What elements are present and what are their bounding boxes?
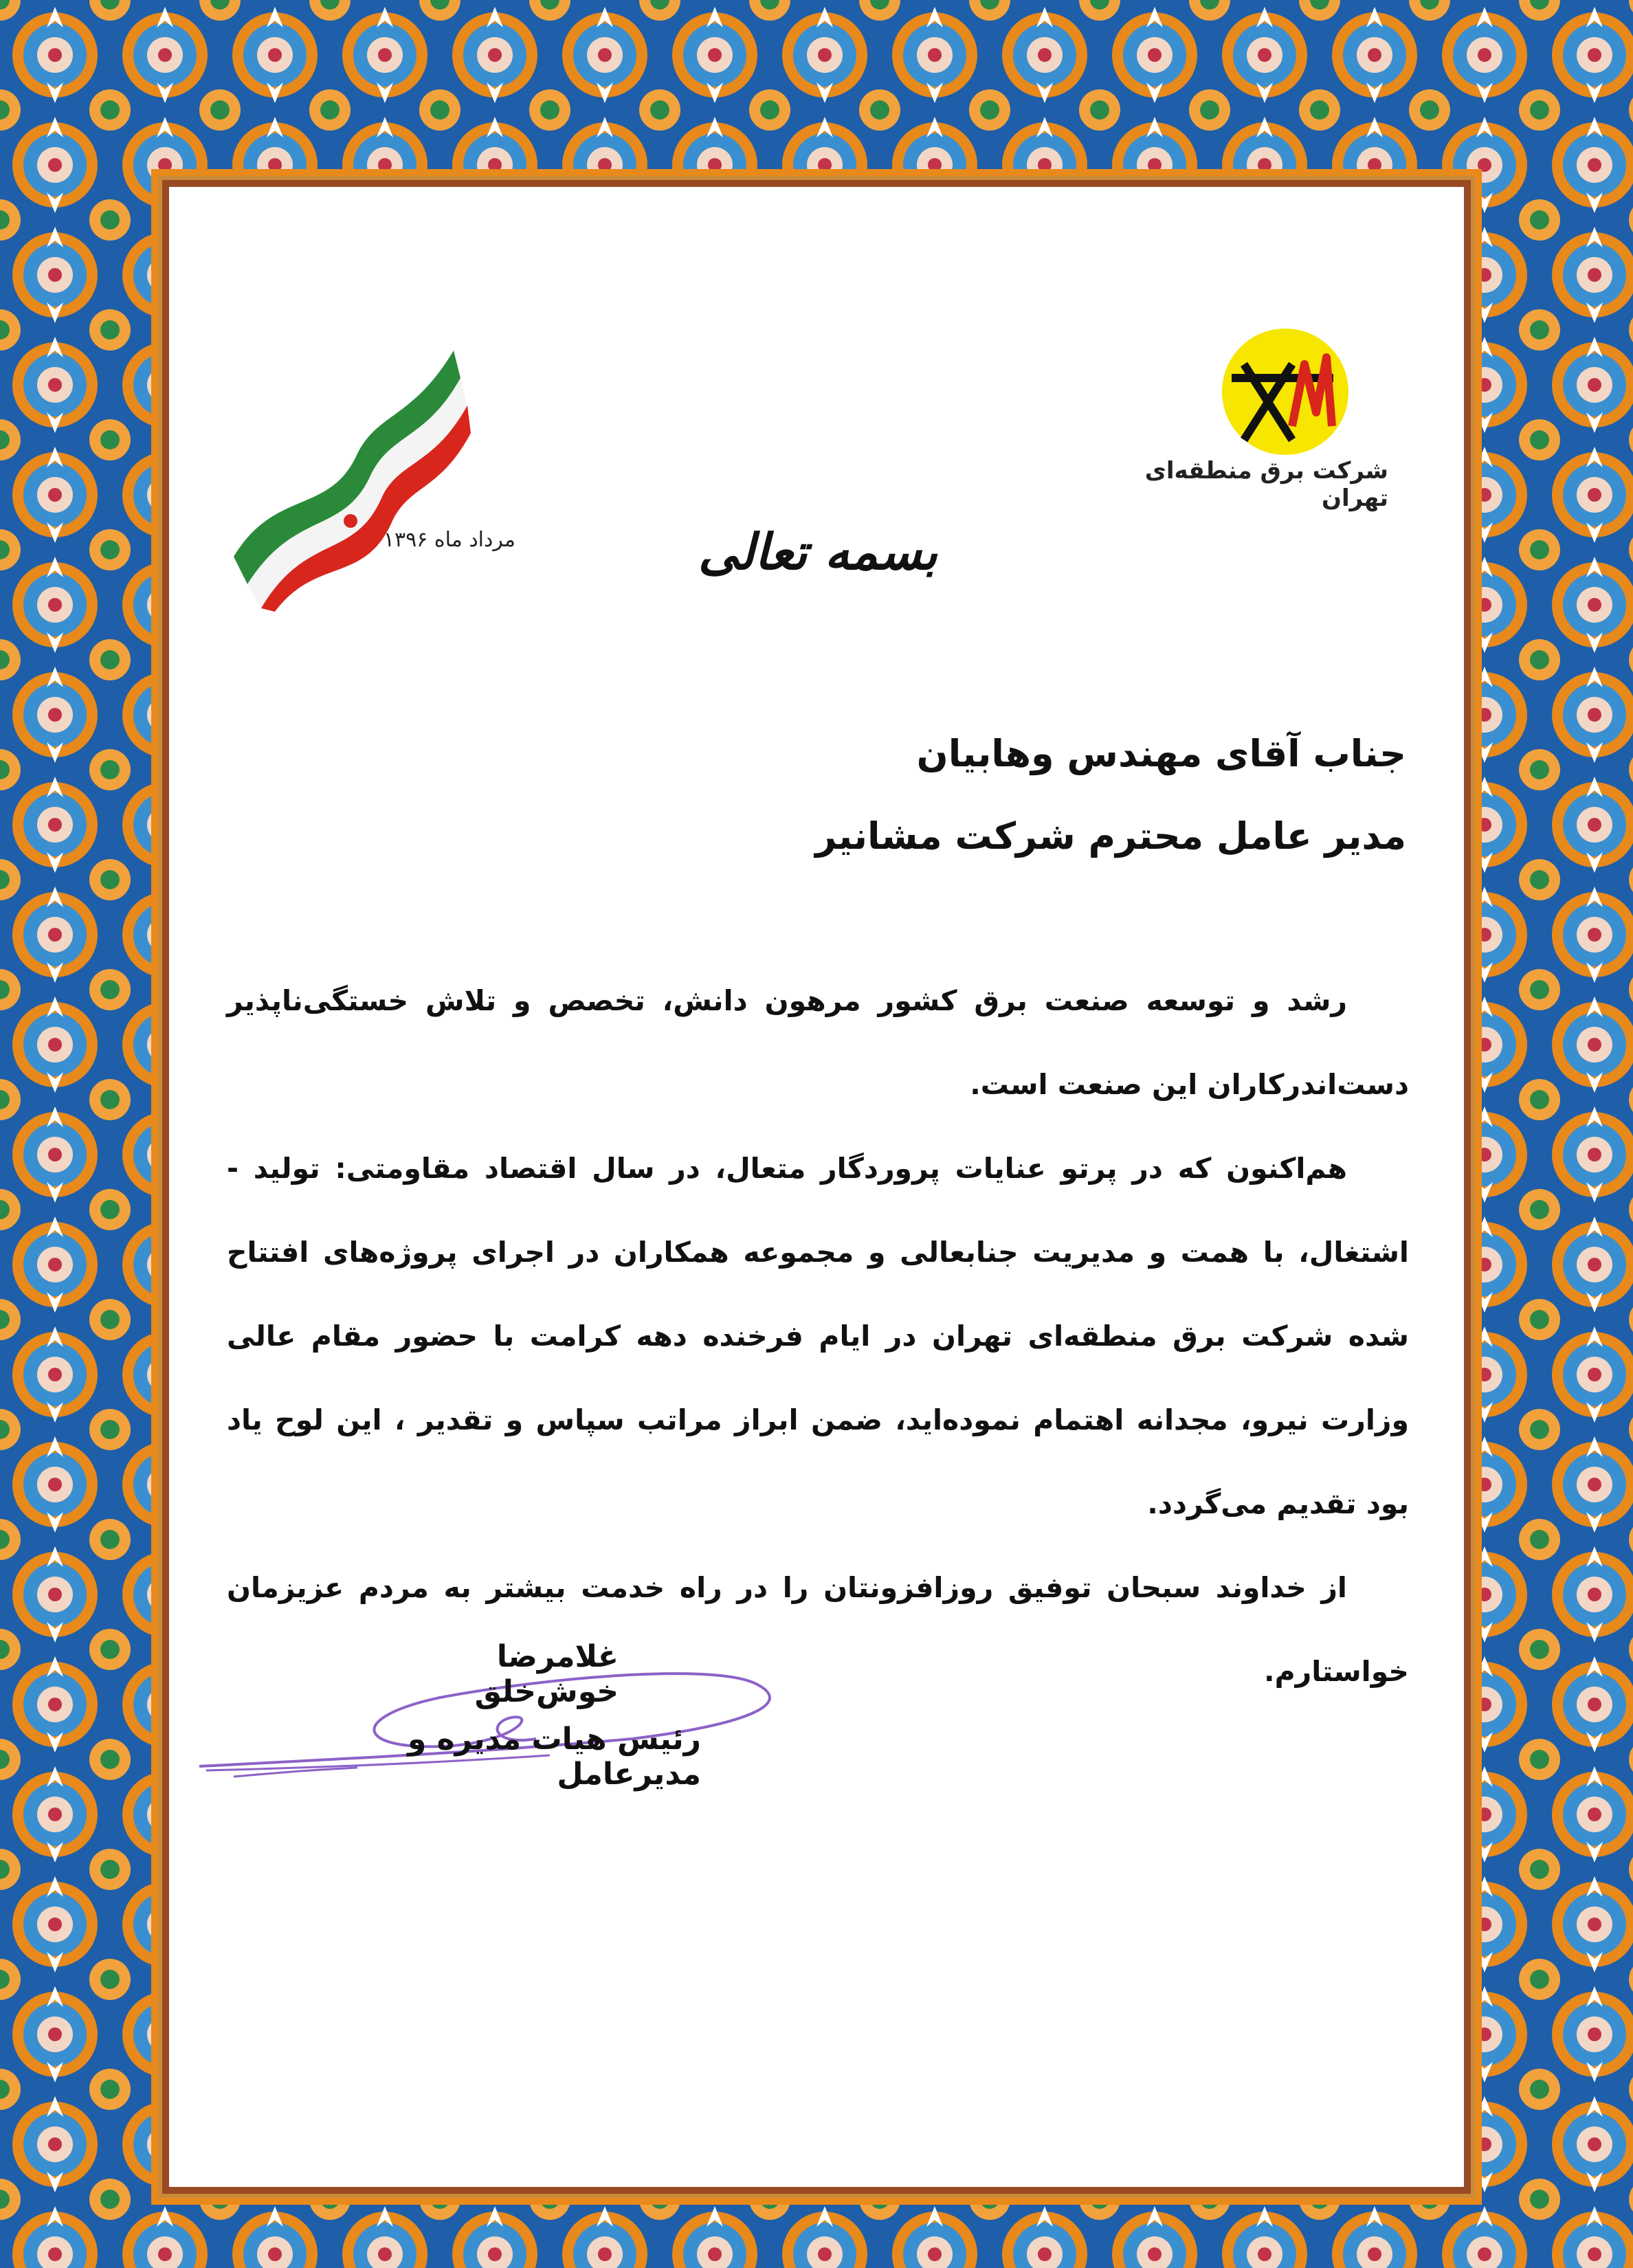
invocation-heading: بسمه تعالی <box>698 522 938 581</box>
addressee-name: جناب آقای مهندس وهابیان <box>916 732 1406 775</box>
body-paragraph-2: هم‌اکنون که در پرتو عنایات پروردگار متعال، در سال اقتصاد مقاومتی: تولید - اشتغال، با همت و مدیریت جنابعالی و مجموعه همکاران در اجرای پروژه‌های افتتاح شده شرکت برق منطقه‌ای تهران در ایام فرخنده دهه کرامت با حضور مقام عالی وزارت نیرو، مجدانه اهتمام نموده‌اید، ضمن ابراز مراتب سپاس و تقدیر ، این لوح یاد بود تقدیم می‌گردد. <box>227 1152 1409 1520</box>
iran-flag-ribbon-icon <box>220 337 481 612</box>
company-name: شرکت برق منطقه‌ای تهران <box>1144 457 1388 512</box>
addressee-position: مدیر عامل محترم شرکت مشانیر <box>815 814 1406 858</box>
body-paragraph-1: رشد و توسعه صنعت برق کشور مرهون دانش، تخصص و تلاش خستگی‌ناپذیر دست‌اندرکاران این صنعت است. <box>227 984 1409 1101</box>
tavanir-logo-icon <box>1217 323 1354 460</box>
signer-title: رئیس هیات مدیره و مدیرعامل <box>407 1722 701 1792</box>
letter-body <box>227 959 1409 1713</box>
signer-name: غلامرضا خوش‌خلق <box>474 1639 619 1709</box>
body-paragraph-3: از خداوند سبحان توفیق روزافزونتان را در راه خدمت بیشتر به مردم عزیزمان خواستارم. <box>227 1571 1409 1688</box>
date-text: مرداد ماه ۱۳۹۶ <box>383 528 515 552</box>
